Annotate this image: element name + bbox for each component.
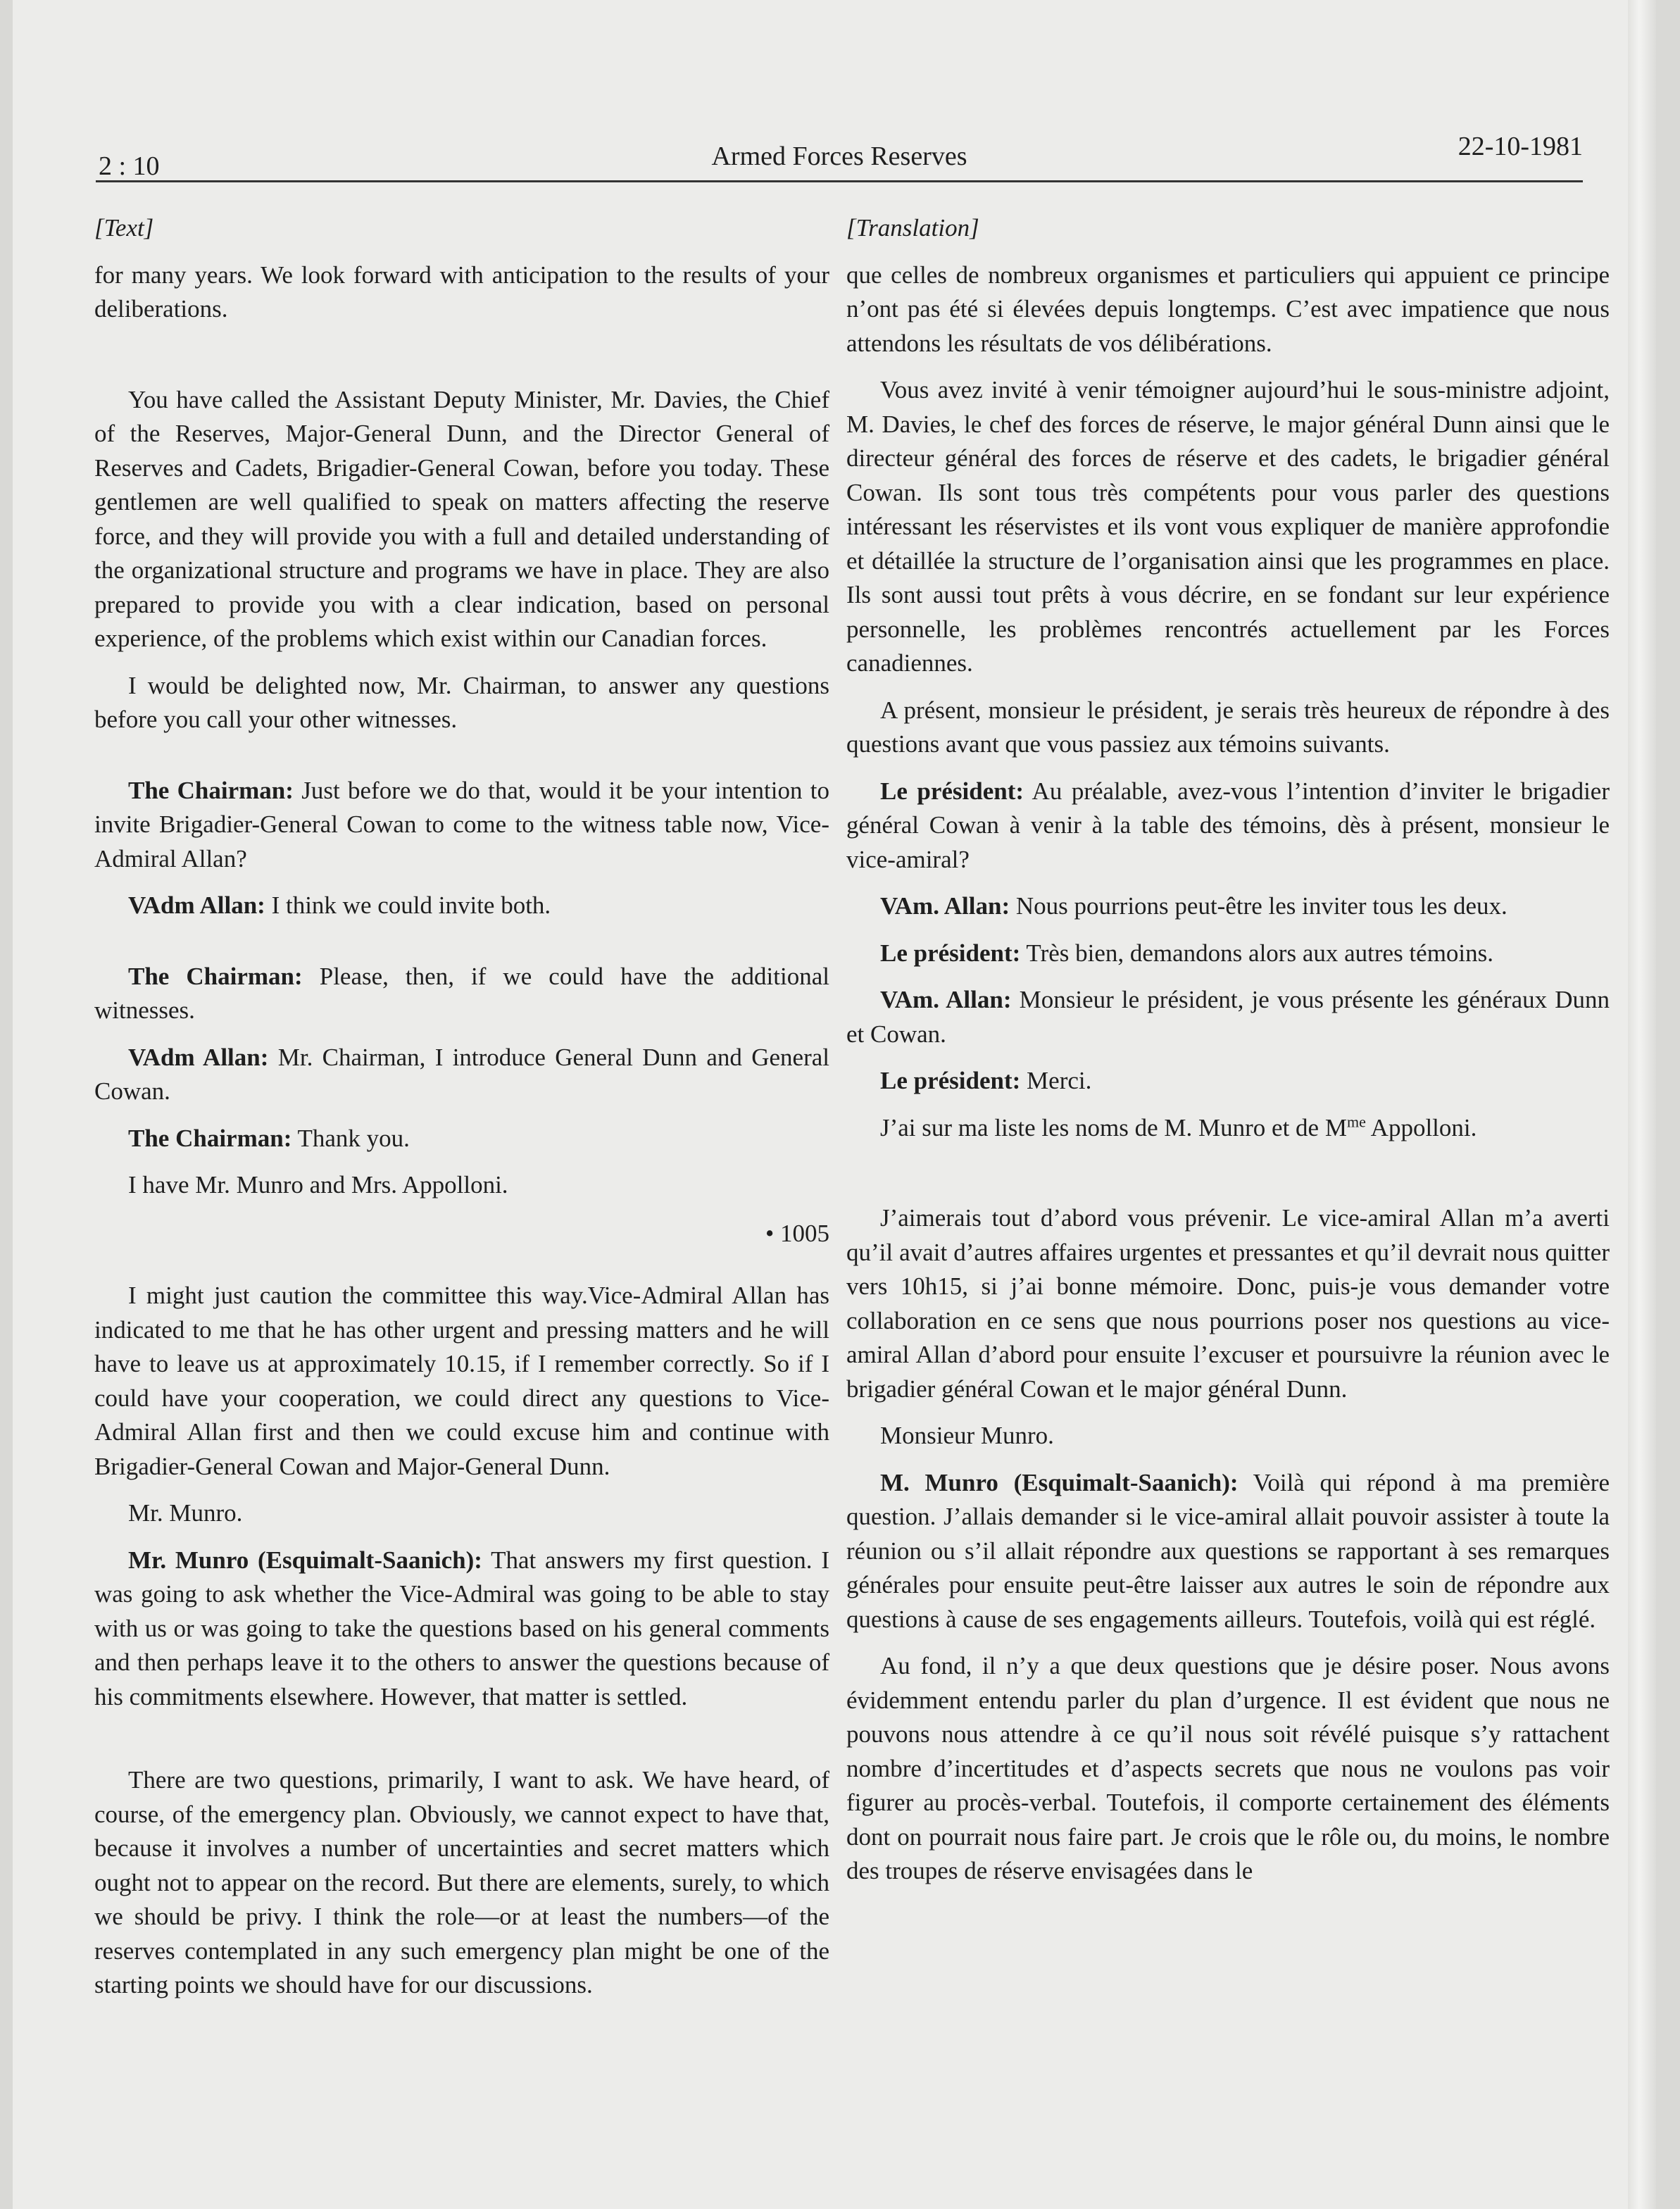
speaker-paragraph [846,889,1610,924]
speaker-paragraph [846,983,1610,1051]
page-header [96,131,1583,182]
speaker-name: M. Munro (Esquimalt-Saanich): [880,1468,1239,1496]
speaker-paragraph [94,1122,829,1156]
speaker-name: Le président: [880,1067,1021,1094]
speaker-name: VAdm Allan: [128,891,265,919]
header-date: 22-10-1981 [1458,132,1583,161]
speech-text: Just before we do that, would it be your intention to invite Brigadier-General Cowan to come to the witness table now, Vice-Admiral Allan? [94,776,829,872]
document-page [13,0,1656,2209]
speaker-name: Le président: [880,939,1021,967]
speaker-name: Le président: [880,777,1024,805]
speech-text: That answers my first question. I was going to ask whether the Vice-Admiral was going to be able to stay with us or was going to take the questions based on his general comments and then perhaps leave it to the others to answer the questions because of his commitments elsewhere. However, that matter is settled. [94,1546,829,1710]
speech-text: Merci. [1020,1067,1092,1094]
paragraph: Mr. Munro. [128,1499,243,1527]
speaker-name: The Chairman: [128,776,294,804]
paragraph: for many years. We look forward with anticipation to the results of your deliberations. [94,261,829,323]
speech-text: Monsieur le président, je vous présente les généraux Dunn et Cowan. [846,986,1610,1048]
speaker-paragraph [94,889,829,923]
speaker-paragraph [94,960,829,1028]
speaker-name: The Chairman: [128,962,303,990]
paragraph: Au fond, il n’y a que deux questions que je désire poser. Nous avons évidemment entendu parler du plan d’urgence. Il est évident que nous ne pouvons nous attendre à ce qu’il nous soit révélé puisque s’y rattachent nombre d’incertitudes et d’aspects secrets que nous ne voulons pas voir figurer au procès-verbal. Toutefois, il comporte certainement des éléments dont on pourrait nous faire part. Je crois que le rôle ou, du moins, le nombre des troupes de réserve envisagées dans le [846,1652,1610,1884]
speaker-paragraph [94,774,829,877]
speaker-paragraph [94,1041,829,1109]
speech-text: Please, then, if we could have the additional witnesses. [94,962,829,1024]
paragraph [846,1111,1610,1146]
column-tag: [Text] [94,214,154,242]
speech-text: Mr. Chairman, I introduce General Dunn and General Cowan. [94,1043,829,1105]
text-part: Appolloni. [1365,1113,1477,1141]
paragraph: Vous avez invité à venir témoigner aujourd’hui le sous-ministre adjoint, M. Davies, le chef des forces de réserve, le major général Dunn ainsi que le directeur général des forces de réserve et des cadets, le brigadier général Cowan. Ils sont tous très compétents pour vous parler des questions intéressant les réservistes et ils vont vous expliquer de manière approfondie et détaillée la structure de l’organisation ainsi que les programmes en place. Ils sont aussi tout prêts à vous décrire, en se fondant sur leur expérience personnelle, les problèmes rencontrés actuellement par les Forces canadiennes. [846,376,1610,677]
speaker-name: VAdm Allan: [128,1043,269,1071]
page-number: 2 : 10 [99,151,160,181]
french-column [846,211,1610,1901]
speech-text: Nous pourrions peut-être les inviter tous les deux. [1010,892,1507,920]
running-title: Armed Forces Reserves [711,142,967,171]
speech-text: Au préalable, avez-vous l’intention d’inviter le brigadier général Cowan à venir à la table des témoins, dès à présent, monsieur le vice-amiral? [846,777,1610,873]
time-marker: • 1005 [765,1219,829,1247]
speech-text: Très bien, demandons alors aux autres témoins. [1020,939,1494,967]
column-tag: [Translation] [846,214,979,242]
paragraph: I have Mr. Munro and Mrs. Appolloni. [128,1171,508,1199]
paragraph: Monsieur Munro. [880,1422,1054,1449]
speaker-paragraph [94,1544,829,1715]
page-edge [1628,0,1656,2209]
speech-text: Thank you. [292,1124,410,1152]
paragraph: I might just caution the committee this way.Vice-Admiral Allan has indicated to me that he has other urgent and pressing matters and he will have to leave us at approximately 10.15, if I remember correctly. So if I could have your cooperation, we could direct any questions to Vice-Admiral Allan first and then we could excuse him and continue with Brigadier-General Cowan and Major-General Dunn. [94,1282,829,1480]
text-part: J’ai sur ma liste les noms de M. Munro et de M [880,1113,1347,1141]
speaker-name: Mr. Munro (Esquimalt-Saanich): [128,1546,482,1574]
speaker-name: VAm. Allan: [880,986,1012,1013]
english-column [94,211,829,2015]
speech-text: Voilà qui répond à ma première question. J’allais demander si le vice-amiral allait pouvoir assister à toute la réunion ou s’il allait répondre aux questions se rapportant à ses remarques générales pour ensuite peut-être laisser aux autres le soin de répondre aux questions à cause de ses engagements ailleurs. Toutefois, voilà qui est réglé. [846,1468,1610,1633]
paragraph: que celles de nombreux organismes et particuliers qui appuient ce principe n’ont pas été si élevées depuis longtemps. C’est avec impatience que nous attendons les résultats de vos délibérations. [846,261,1610,357]
superscript: me [1346,1112,1366,1130]
paragraph: There are two questions, primarily, I want to ask. We have heard, of course, of the emergency plan. Obviously, we cannot expect to have that, because it involves a number of uncertainties and secret matters which ought not to appear on the record. But there are elements, surely, to which we should be privy. I think the role—or at least the numbers—of the reserves contemplated in any such emergency plan might be one of the starting points we should have for our discussions. [94,1766,829,1998]
paragraph: You have called the Assistant Deputy Minister, Mr. Davies, the Chief of the Reserves, Major-General Dunn, and the Director General of Reserves and Cadets, Brigadier-General Cowan, before you today. These gentlemen are well qualified to speak on matters affecting the reserve force, and they will provide you with a full and detailed understanding of the organizational structure and programs we have in place. They are also prepared to provide you with a clear indication, based on personal experience, of the problems which exist within our Canadian forces. [94,385,829,652]
speaker-name: VAm. Allan: [880,892,1010,920]
speaker-paragraph [846,1466,1610,1637]
speech-text: I think we could invite both. [265,891,551,919]
speaker-paragraph [846,1064,1610,1099]
speaker-name: The Chairman: [128,1124,292,1152]
paragraph: J’aimerais tout d’abord vous prévenir. Le vice-amiral Allan m’a averti qu’il avait d’autres affaires urgentes et pressantes et qu’il devrait nous quitter vers 10h15, si j’ai bonne mémoire. Donc, puis-je vous demander votre collaboration en ce sens que nous pourrions poser nos questions au vice-amiral Allan d’abord pour ensuite l’excuser et poursuivre la réunion avec le brigadier général Cowan et le major général Dunn. [846,1204,1610,1403]
speaker-paragraph [846,937,1610,971]
paragraph: I would be delighted now, Mr. Chairman, to answer any questions before you call your other witnesses. [94,671,829,733]
paragraph: A présent, monsieur le président, je serais très heureux de répondre à des questions avant que vous passiez aux témoins suivants. [846,696,1610,758]
speaker-paragraph [846,775,1610,877]
